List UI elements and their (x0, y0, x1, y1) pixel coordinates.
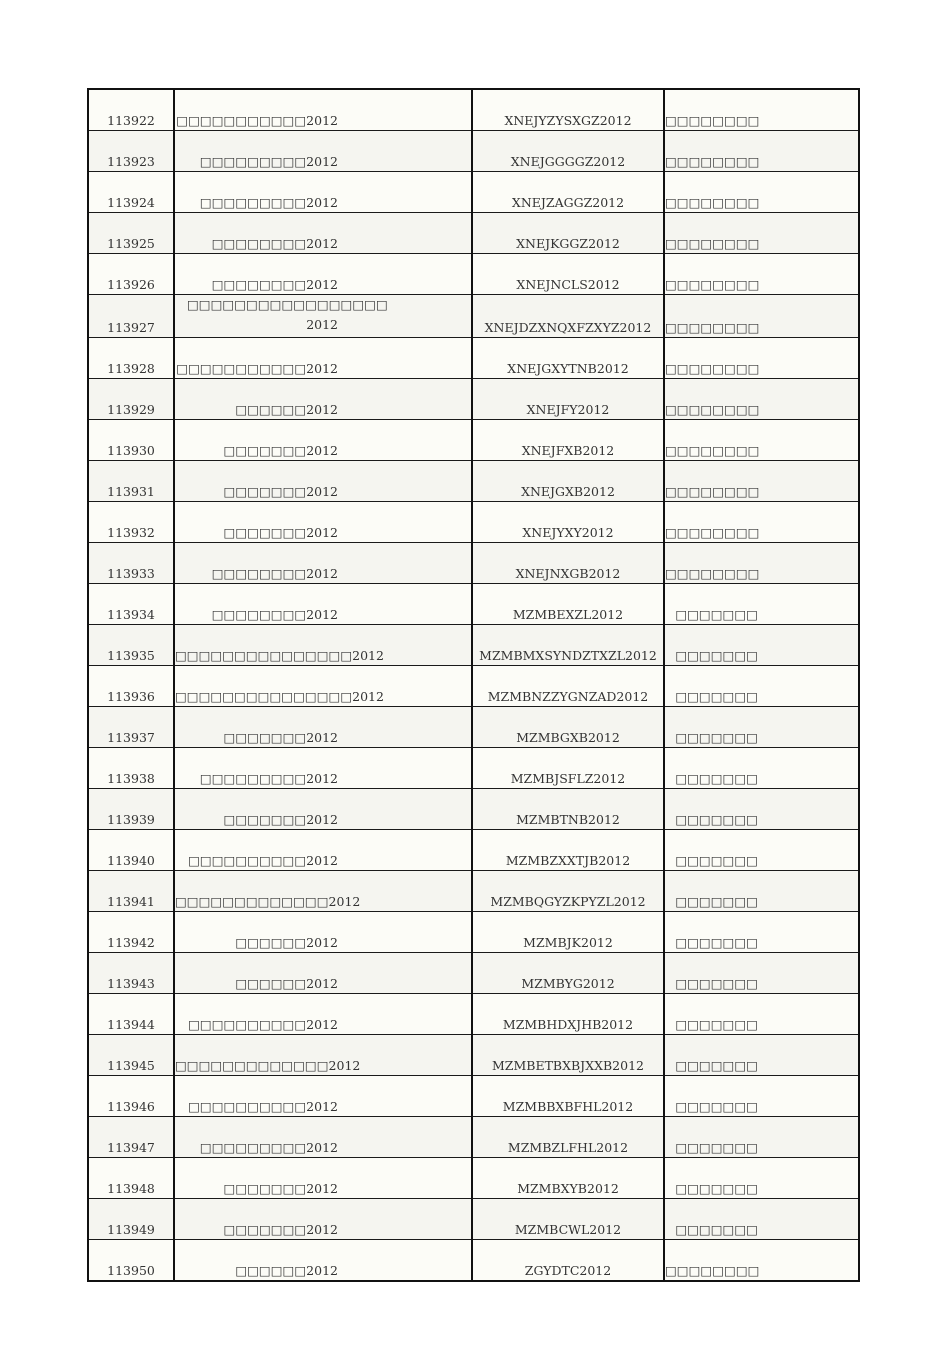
row-category-cell: □□□□□□□□ (664, 1240, 859, 1282)
table-row (88, 1240, 859, 1282)
row-category-cell: □□□□□□□□ (664, 172, 859, 213)
row-code-cell: MZMBJSFLZ2012 (472, 748, 664, 789)
row-code-cell: MZMBEXZL2012 (472, 584, 664, 625)
row-code-cell: XNEJGXYTNB2012 (472, 338, 664, 379)
row-id-cell: 113933 (88, 543, 174, 584)
row-category-cell: □□□□□□□ (664, 1117, 859, 1158)
row-category-cell: □□□□□□□ (664, 994, 859, 1035)
row-name-cell: □□□□□□□□2012 (174, 254, 472, 295)
table-row (88, 748, 859, 789)
row-category-cell: □□□□□□□ (664, 584, 859, 625)
table-row (88, 461, 859, 502)
row-code-cell: MZMBETBXBJXXB2012 (472, 1035, 664, 1076)
row-name-cell: □□□□□□□□□□□□□2012 (174, 871, 472, 912)
table-row (88, 789, 859, 830)
row-category-cell: □□□□□□□□ (664, 89, 859, 131)
row-id-cell: 113923 (88, 131, 174, 172)
row-code-cell: XNEJGXB2012 (472, 461, 664, 502)
row-code-cell: XNEJZAGGZ2012 (472, 172, 664, 213)
row-id-cell: 113937 (88, 707, 174, 748)
row-category-cell: □□□□□□□ (664, 625, 859, 666)
row-code-cell: MZMBNZZYGNZAD2012 (472, 666, 664, 707)
row-code-cell: ZGYDTC2012 (472, 1240, 664, 1282)
row-category-cell: □□□□□□□□ (664, 502, 859, 543)
row-name-line1: □□□□□□□□□□□□□□□□□ (187, 297, 388, 312)
table-row (88, 953, 859, 994)
row-name-cell: □□□□□□2012 (174, 379, 472, 420)
row-code-cell: XNEJDZXNQXFZXYZ2012 (472, 295, 664, 338)
row-category-cell: □□□□□□□ (664, 666, 859, 707)
row-code-cell: XNEJNCLS2012 (472, 254, 664, 295)
row-code-cell: MZMBCWL2012 (472, 1199, 664, 1240)
row-name-cell: □□□□□□□□□2012 (174, 172, 472, 213)
row-name-cell: □□□□□□□□□□□2012 (174, 338, 472, 379)
row-code-cell: XNEJFY2012 (472, 379, 664, 420)
row-category-cell: □□□□□□□ (664, 912, 859, 953)
table-row (88, 871, 859, 912)
row-category-cell: □□□□□□□ (664, 707, 859, 748)
row-code-cell: XNEJYXY2012 (472, 502, 664, 543)
row-id-cell: 113934 (88, 584, 174, 625)
table-row (88, 89, 859, 131)
row-category-cell: □□□□□□□□ (664, 213, 859, 254)
row-id-cell: 113931 (88, 461, 174, 502)
row-category-cell: □□□□□□□ (664, 748, 859, 789)
row-name-cell: □□□□□□□□□□□□□□□2012 (174, 666, 472, 707)
row-id-cell: 113936 (88, 666, 174, 707)
row-id-cell: 113948 (88, 1158, 174, 1199)
row-code-cell: MZMBZXXTJB2012 (472, 830, 664, 871)
table-row (88, 830, 859, 871)
row-id-cell: 113930 (88, 420, 174, 461)
row-category-cell: □□□□□□□□ (664, 379, 859, 420)
table-row (88, 213, 859, 254)
table-row (88, 666, 859, 707)
table-row (88, 172, 859, 213)
row-id-cell: 113941 (88, 871, 174, 912)
row-id-cell: 113929 (88, 379, 174, 420)
row-code-cell: MZMBXYB2012 (472, 1158, 664, 1199)
row-id-cell: 113945 (88, 1035, 174, 1076)
row-code-cell: MZMBHDXJHB2012 (472, 994, 664, 1035)
row-name-cell: □□□□□□□□□2012 (174, 131, 472, 172)
row-code-cell: MZMBZLFHL2012 (472, 1117, 664, 1158)
row-category-cell: □□□□□□□ (664, 830, 859, 871)
row-name-cell: □□□□□□□□□□2012 (174, 1076, 472, 1117)
row-id-cell: 113924 (88, 172, 174, 213)
table-row (88, 295, 859, 338)
row-category-cell: □□□□□□□ (664, 789, 859, 830)
row-category-cell: □□□□□□□□ (664, 543, 859, 584)
row-name-cell: □□□□□□2012 (174, 1240, 472, 1282)
row-id-cell: 113922 (88, 89, 174, 131)
row-category-cell: □□□□□□□□ (664, 131, 859, 172)
table-body (88, 89, 859, 1281)
row-name-cell: □□□□□□□□□2012 (174, 748, 472, 789)
table-row (88, 1035, 859, 1076)
row-category-cell: □□□□□□□ (664, 953, 859, 994)
row-category-cell: □□□□□□□□ (664, 338, 859, 379)
row-category-cell: □□□□□□□ (664, 1158, 859, 1199)
row-category-cell: □□□□□□□□ (664, 295, 859, 338)
row-id-cell: 113928 (88, 338, 174, 379)
row-code-cell: MZMBGXB2012 (472, 707, 664, 748)
row-id-cell: 113938 (88, 748, 174, 789)
row-name-line2: 2012 (306, 317, 338, 332)
row-code-cell: MZMBQGYZKPYZL2012 (472, 871, 664, 912)
row-category-cell: □□□□□□□ (664, 1076, 859, 1117)
row-id-cell: 113935 (88, 625, 174, 666)
table-row (88, 502, 859, 543)
row-category-cell: □□□□□□□□ (664, 461, 859, 502)
row-name-cell: □□□□□□□□□2012 (174, 1117, 472, 1158)
table-row (88, 1117, 859, 1158)
row-code-cell: MZMBJK2012 (472, 912, 664, 953)
row-name-cell (174, 295, 472, 338)
table-row (88, 543, 859, 584)
row-name-cell: □□□□□□□□2012 (174, 213, 472, 254)
table-row (88, 584, 859, 625)
table-row (88, 338, 859, 379)
row-name-cell: □□□□□□2012 (174, 912, 472, 953)
row-name-cell: □□□□□□□2012 (174, 789, 472, 830)
table-row (88, 420, 859, 461)
row-name-cell: □□□□□□□2012 (174, 502, 472, 543)
table-row (88, 707, 859, 748)
row-name-cell: □□□□□□□□2012 (174, 543, 472, 584)
row-id-cell: 113939 (88, 789, 174, 830)
table-row (88, 625, 859, 666)
row-id-cell: 113950 (88, 1240, 174, 1282)
row-code-cell: MZMBYG2012 (472, 953, 664, 994)
row-code-cell: XNEJYZYSXGZ2012 (472, 89, 664, 131)
row-id-cell: 113940 (88, 830, 174, 871)
table-row (88, 131, 859, 172)
row-category-cell: □□□□□□□□ (664, 420, 859, 461)
row-name-cell: □□□□□□□□2012 (174, 584, 472, 625)
row-code-cell: MZMBMXSYNDZTXZL2012 (472, 625, 664, 666)
table-row (88, 912, 859, 953)
row-id-cell: 113944 (88, 994, 174, 1035)
row-name-cell: □□□□□□□□□□2012 (174, 994, 472, 1035)
row-id-cell: 113943 (88, 953, 174, 994)
table-row (88, 379, 859, 420)
row-code-cell: MZMBTNB2012 (472, 789, 664, 830)
row-category-cell: □□□□□□□ (664, 1035, 859, 1076)
table-row (88, 254, 859, 295)
row-name-cell: □□□□□□□2012 (174, 461, 472, 502)
row-code-cell: XNEJKGGZ2012 (472, 213, 664, 254)
table-row (88, 994, 859, 1035)
row-code-cell: XNEJGGGGZ2012 (472, 131, 664, 172)
row-code-cell: XNEJNXGB2012 (472, 543, 664, 584)
row-code-cell: MZMBBXBFHL2012 (472, 1076, 664, 1117)
row-category-cell: □□□□□□□□ (664, 254, 859, 295)
row-id-cell: 113925 (88, 213, 174, 254)
row-name-cell: □□□□□□□□□□□□□□□2012 (174, 625, 472, 666)
row-name-cell: □□□□□□□□□□□2012 (174, 89, 472, 131)
row-id-cell: 113927 (88, 295, 174, 338)
row-name-cell: □□□□□□□2012 (174, 420, 472, 461)
row-category-cell: □□□□□□□ (664, 1199, 859, 1240)
row-name-cell: □□□□□□□□□□□□□2012 (174, 1035, 472, 1076)
table-row (88, 1158, 859, 1199)
row-name-cell: □□□□□□2012 (174, 953, 472, 994)
row-id-cell: 113926 (88, 254, 174, 295)
data-table (87, 88, 860, 1282)
row-id-cell: 113946 (88, 1076, 174, 1117)
row-name-cell: □□□□□□□2012 (174, 1199, 472, 1240)
row-id-cell: 113932 (88, 502, 174, 543)
row-name-cell: □□□□□□□□□□2012 (174, 830, 472, 871)
row-name-cell: □□□□□□□2012 (174, 1158, 472, 1199)
row-code-cell: XNEJFXB2012 (472, 420, 664, 461)
row-id-cell: 113947 (88, 1117, 174, 1158)
row-id-cell: 113942 (88, 912, 174, 953)
row-category-cell: □□□□□□□ (664, 871, 859, 912)
table-row (88, 1199, 859, 1240)
row-name-cell: □□□□□□□2012 (174, 707, 472, 748)
row-id-cell: 113949 (88, 1199, 174, 1240)
table-row (88, 1076, 859, 1117)
